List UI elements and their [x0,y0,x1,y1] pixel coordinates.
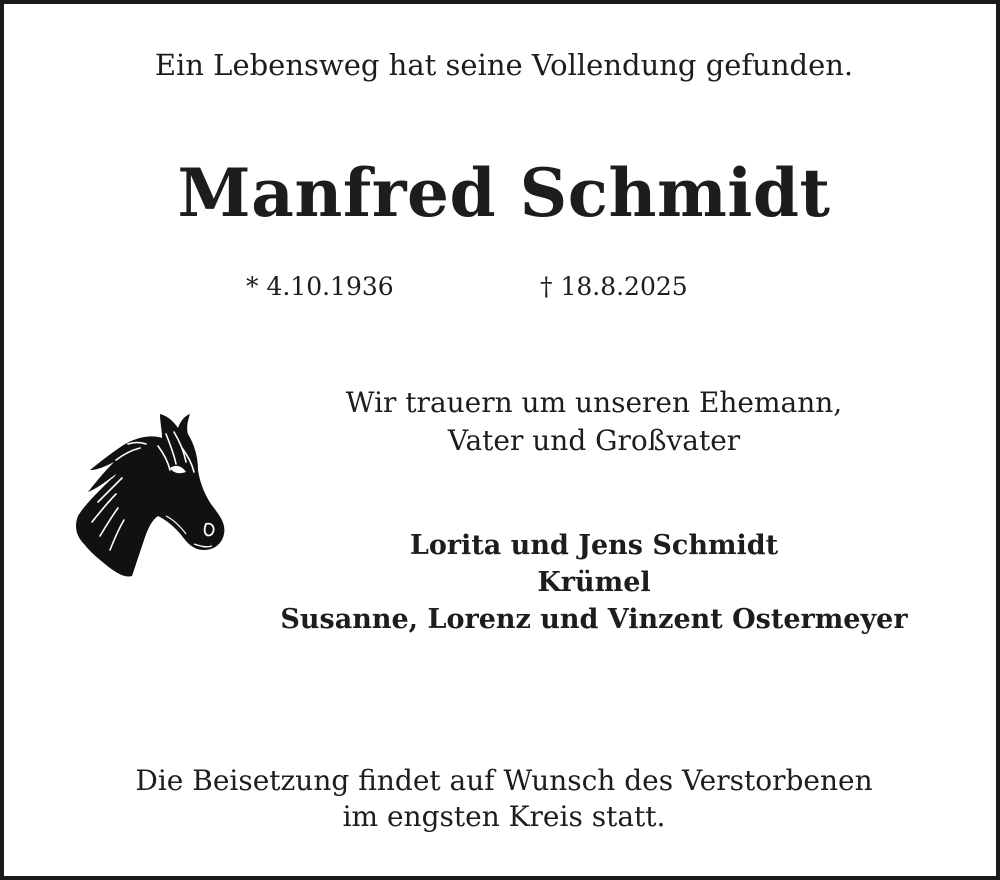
closing-line-1: Die Beisetzung findet auf Wunsch des Verstorbenen [135,764,873,797]
family-line-1: Lorita und Jens Schmidt [409,530,779,561]
family-line-2: Krümel [537,567,651,598]
closing-line-2: im engsten Kreis statt. [342,800,666,833]
death-date: † 18.8.2025 [540,272,688,301]
mourning-line-2: Vater und Großvater [447,424,741,457]
deceased-name: Manfred Schmidt [177,154,831,232]
intro-text: Ein Lebensweg hat seine Vollendung gefunden. [154,48,854,82]
horse-head-icon [70,404,232,584]
mourning-line-1: Wir trauern um unseren Ehemann, [345,386,843,419]
family-line-3: Susanne, Lorenz und Vinzent Ostermeyer [280,604,908,635]
birth-date: * 4.10.1936 [246,272,394,301]
